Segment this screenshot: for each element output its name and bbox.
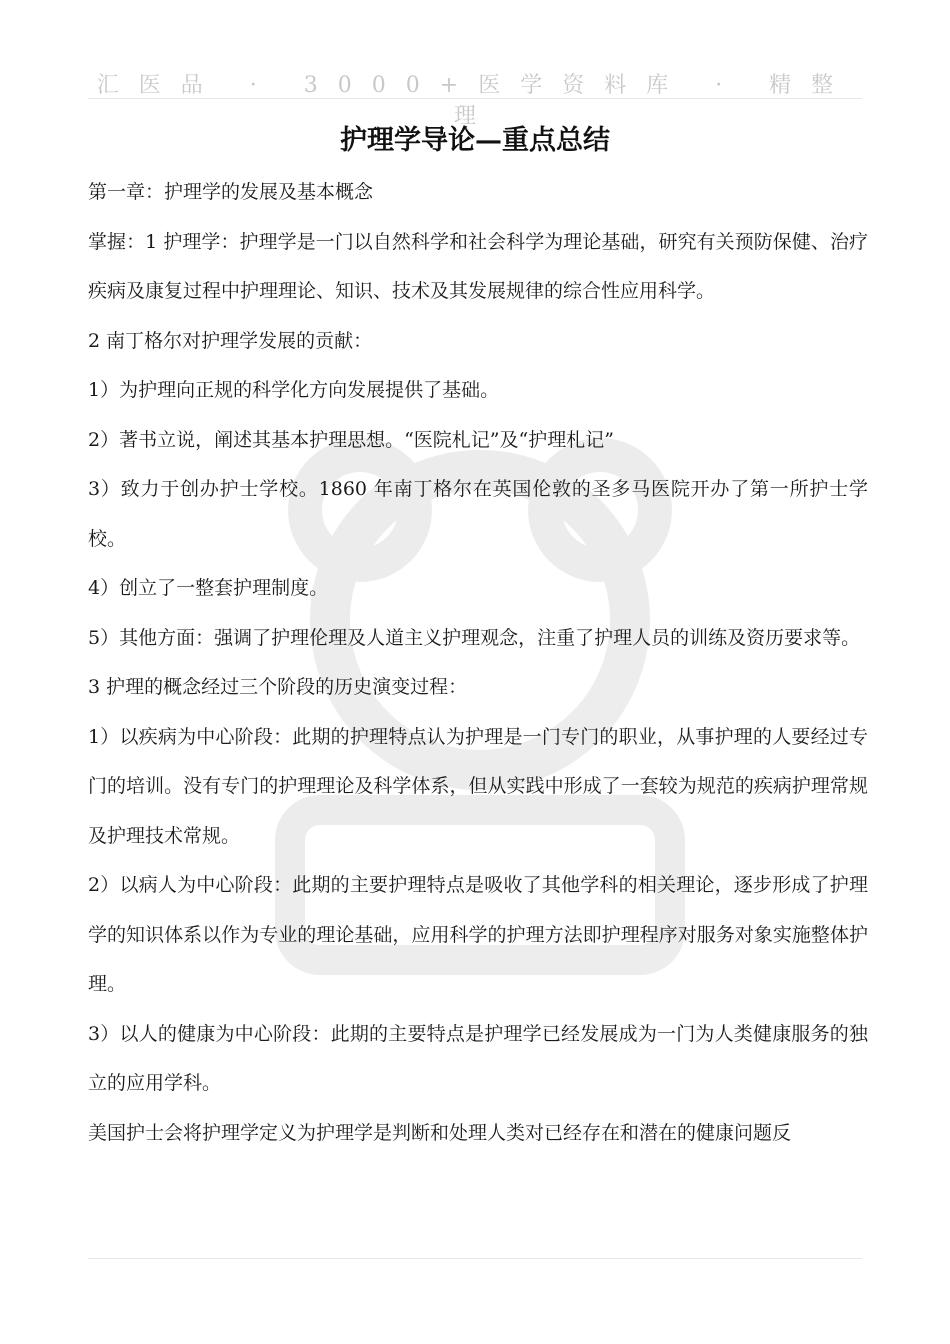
document-body [88,168,868,1158]
list-item: 3）致力于创办护士学校。1860 年南丁格尔在英国伦敦的圣多马医院开办了第一所护士学校。 [88,478,868,550]
list-item: 2）以病人为中心阶段：此期的主要护理特点是吸收了其他学科的相关理论，逐步形成了护理学的知识体系以作为专业的理论基础，应用科学的护理方法即护理程序对服务对象实施整体护理。 [88,874,868,995]
paragraph: 掌握：1 护理学：护理学是一门以自然科学和社会科学为理论基础，研究有关预防保健、治疗疾病及康复过程中护理理论、知识、技术及其发展规律的综合性应用科学。 [88,230,868,302]
paragraph: 美国护士会将护理学定义为护理学是判断和处理人类对已经存在和潜在的健康问题反 [88,1121,792,1144]
chapter-heading: 第一章：护理学的发展及基本概念 [88,181,374,203]
list-item: 1）以疾病为中心阶段：此期的护理特点认为护理是一门专门的职业，从事护理的人要经过专门的培训。没有专门的护理理论及科学体系，但从实践中形成了一套较为规范的疾病护理常规及护理技术常规。 [88,725,868,847]
list-item: 4）创立了一整套护理制度。 [88,577,329,599]
list-item: 2）著书立说，阐述其基本护理思想。“医院札记”及“护理札记” [88,428,614,451]
footer-divider [88,1258,862,1259]
section-heading: 3 护理的概念经过三个阶段的历史演变过程： [88,676,468,698]
header-banner-text: 汇医品 · 3000+医学资料库 · 精整理 [96,73,854,129]
header-banner [88,58,862,129]
list-item: 3）以人的健康为中心阶段：此期的主要特点是护理学已经发展成为一门为人类健康服务的独立的应用学科。 [88,1022,868,1094]
list-item: 1）为护理向正规的科学化方向发展提供了基础。 [88,379,500,401]
list-item: 5）其他方面：强调了护理伦理及人道主义护理观念，注重了护理人员的训练及资历要求等。 [88,626,861,649]
document-title: 护理学导论—重点总结 [340,125,610,156]
section-heading: 2 南丁格尔对护理学发展的贡献： [88,329,373,352]
